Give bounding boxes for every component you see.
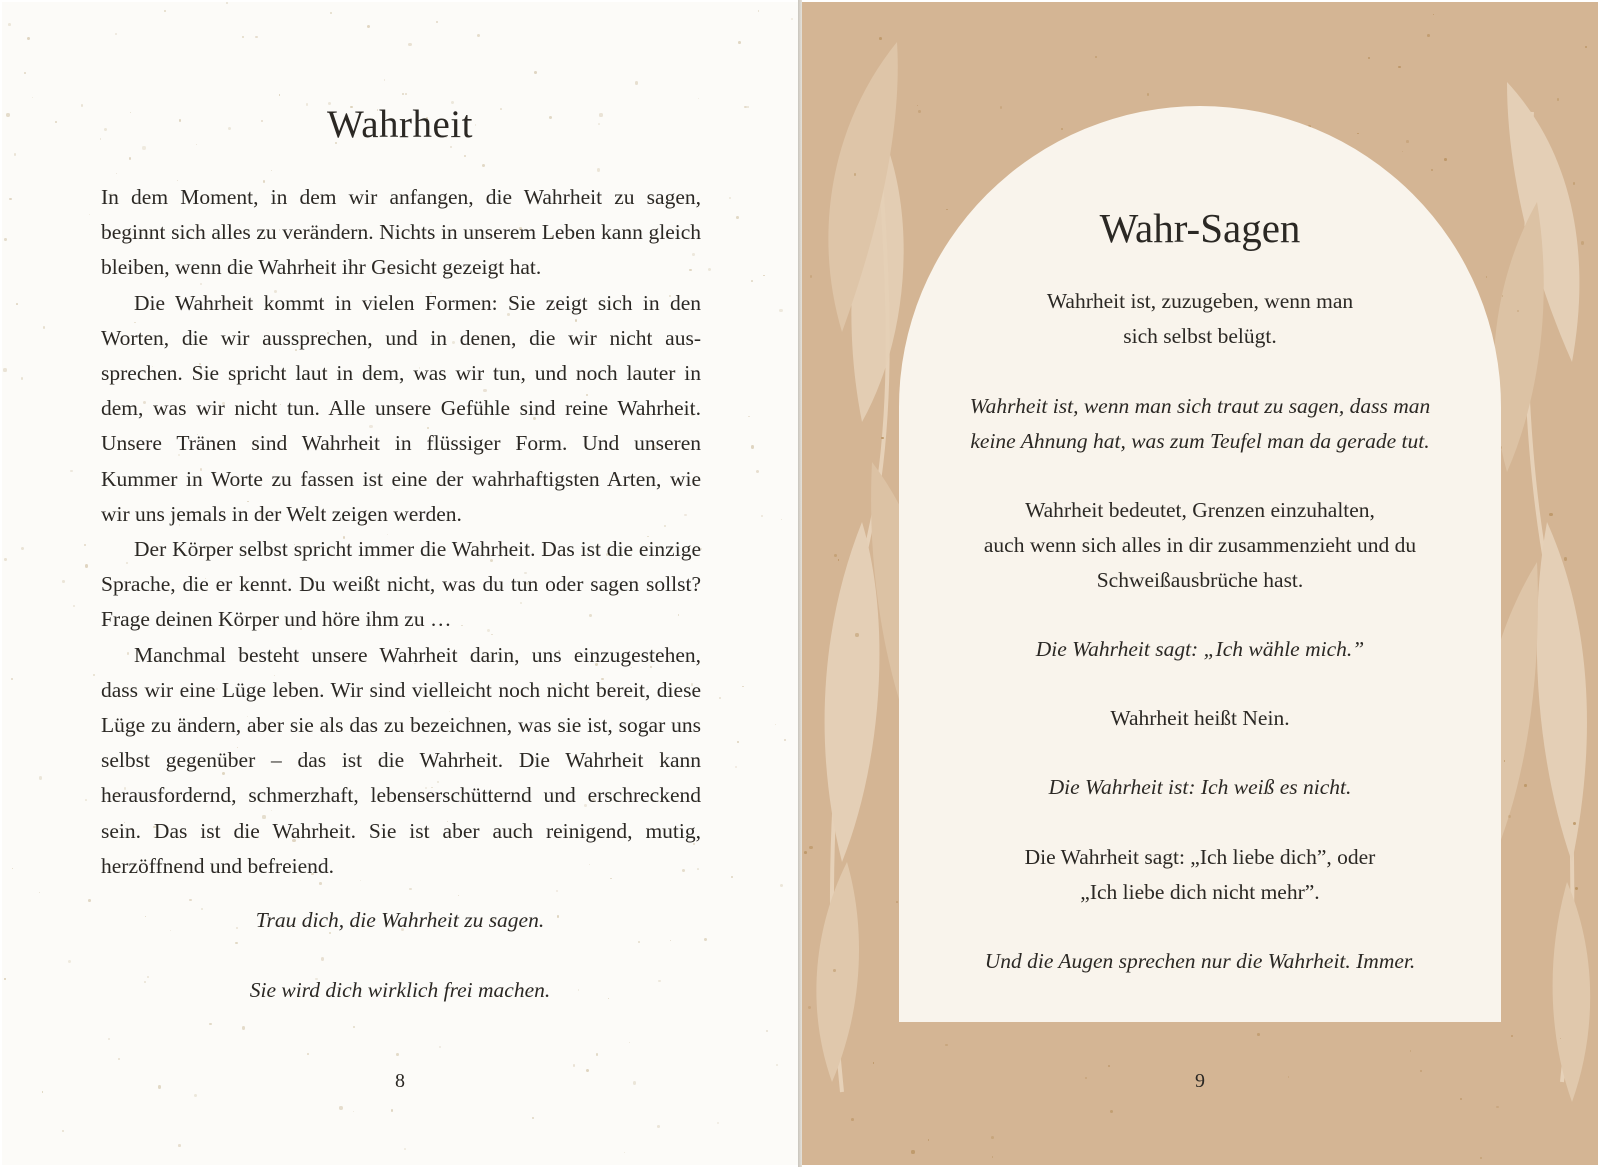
- speckle-dot: [1402, 151, 1403, 152]
- speckle-dot: [396, 1053, 399, 1056]
- speckle-dot: [89, 214, 90, 215]
- text-line: Wahrheit bedeutet, Grenzen einzuhalten,: [1025, 498, 1375, 522]
- speckle-dot: [11, 678, 13, 680]
- speckle-dot: [21, 547, 24, 550]
- speckle-dot: [738, 41, 741, 44]
- speckle-dot: [367, 25, 370, 28]
- speckle-dot: [24, 72, 26, 74]
- speckle-dot: [402, 93, 404, 95]
- speckle-dot: [436, 21, 438, 23]
- paragraph: Die Wahrheit kommt in vielen Formen: Sie zeigt sich in den Worten, die wir aussprechen, und in denen, die wir nicht aussprechen. Sie spricht laut in dem, was wir tun, und noch lauter in dem, was wir nicht tun. Alle unsere Gefühle sind reine Wahrheit. Unsere Tränen sind Wahrheit in flüssiger Form. Und unseren Kummer in Worte zu fassen ist eine der wahrhaftigsten Arten, wie wir uns jemals in der Welt zeigen werden.: [101, 290, 701, 526]
- speckle-dot: [93, 674, 95, 676]
- speckle-dot: [776, 1064, 778, 1066]
- speckle-dot: [307, 1053, 309, 1055]
- speckle-dot: [1433, 14, 1434, 15]
- speckle-dot: [209, 1023, 211, 1025]
- speckle-dot: [784, 739, 786, 741]
- speckle-dot: [751, 280, 753, 282]
- speckle-dot: [708, 268, 711, 271]
- speckle-dot: [39, 776, 42, 779]
- speckle-dot: [70, 470, 73, 473]
- speckle-dot: [532, 1117, 534, 1119]
- speckle-dot: [1524, 784, 1526, 786]
- speckle-dot: [670, 940, 671, 941]
- speckle-dot: [39, 892, 41, 894]
- speckle-dot: [409, 888, 411, 890]
- italic-line: Wahrheit ist, wenn man sich traut zu sagen, dass man: [969, 394, 1431, 418]
- body-text: [101, 180, 701, 884]
- speckle-dot: [781, 519, 782, 520]
- speckle-dot: [408, 43, 411, 46]
- speckle-dot: [14, 153, 17, 156]
- speckle-dot: [597, 168, 600, 171]
- speckle-dot: [321, 957, 324, 960]
- speckle-dot: [108, 1038, 110, 1040]
- speckle-dot: [804, 851, 807, 854]
- speckle-dot: [873, 1062, 874, 1063]
- speckle-dot: [779, 309, 782, 312]
- speckle-dot: [855, 633, 858, 636]
- closing-line: Trau dich, die Wahrheit zu sagen.: [255, 908, 545, 932]
- speckle-dot: [255, 36, 258, 39]
- speckle-dot: [1496, 1106, 1498, 1108]
- speckle-dot: [330, 12, 332, 14]
- speckle-dot: [1410, 1050, 1412, 1052]
- speckle-dot: [834, 554, 837, 557]
- speckle-dot: [748, 416, 750, 418]
- speckle-dot: [809, 846, 812, 849]
- speckle-dot: [945, 1044, 947, 1046]
- speckle-dot: [1581, 241, 1584, 244]
- speckle-dot: [911, 1150, 914, 1153]
- speckle-dot: [1398, 66, 1400, 68]
- speckle-dot: [43, 326, 45, 328]
- speckle-dot: [736, 216, 739, 219]
- speckle-dot: [1257, 1033, 1260, 1036]
- speckle-dot: [698, 98, 699, 99]
- speckle-dot: [751, 445, 754, 448]
- speckle-dot: [1486, 276, 1488, 278]
- speckle-dot: [271, 170, 272, 171]
- left-page: [2, 2, 798, 1165]
- speckle-dot: [226, 2, 228, 4]
- speckle-dot: [16, 303, 18, 305]
- speckle-dot: [763, 275, 764, 276]
- speckle-dot: [638, 941, 640, 943]
- speckle-dot: [439, 1046, 441, 1048]
- speckle-dot: [833, 969, 836, 972]
- speckle-dot: [775, 724, 776, 725]
- speckle-dot: [62, 1130, 64, 1132]
- text-line: Wahrheit ist, zuzugeben, wenn man: [1046, 289, 1354, 313]
- speckle-dot: [9, 198, 11, 200]
- speckle-dot: [189, 899, 192, 902]
- speckle-dot: [116, 173, 117, 174]
- speckle-dot: [1560, 1038, 1561, 1039]
- speckle-dot: [758, 10, 760, 12]
- speckle-dot: [624, 1152, 625, 1153]
- text-line: „Ich liebe dich nicht mehr”.: [1080, 880, 1320, 904]
- speckle-dot: [8, 23, 11, 26]
- speckle-dot: [85, 799, 87, 801]
- speckle-dot: [482, 164, 485, 167]
- page-number: 8: [395, 1070, 405, 1092]
- speckle-dot: [339, 1106, 342, 1109]
- text-line: Die Wahrheit sagt: „Ich liebe dich”, oder: [1024, 845, 1376, 869]
- italic-line: Die Wahrheit sagt: „Ich wähle mich.”: [1035, 637, 1365, 661]
- right-page: [802, 2, 1598, 1165]
- text-line: Wahrheit heißt Nein.: [1110, 706, 1290, 730]
- speckle-dot: [731, 876, 733, 878]
- speckle-dot: [73, 605, 75, 607]
- text-line: auch wenn sich alles in dir zusammenzieht und du: [983, 533, 1417, 557]
- speckle-dot: [464, 155, 466, 157]
- speckle-dot: [62, 580, 65, 583]
- speckle-dot: [1511, 1035, 1513, 1037]
- speckle-dot: [353, 1026, 355, 1028]
- speckle-dot: [178, 1144, 181, 1147]
- speckle-dot: [596, 1053, 598, 1055]
- speckle-dot: [756, 470, 759, 473]
- speckle-dot: [21, 377, 23, 379]
- page-number: 9: [1195, 1070, 1205, 1092]
- speckle-dot: [384, 79, 386, 81]
- speckle-dot: [918, 110, 921, 113]
- speckle-dot: [458, 895, 459, 896]
- arch-panel: [899, 106, 1501, 1022]
- speckle-dot: [391, 1109, 394, 1112]
- speckle-dot: [879, 37, 882, 40]
- italic-line: keine Ahnung hat, was zum Teufel man da gerade tut.: [970, 429, 1430, 453]
- speckle-dot: [719, 697, 721, 699]
- speckle-dot: [353, 1111, 354, 1112]
- speckle-dot: [657, 1125, 660, 1128]
- speckle-dot: [717, 1122, 719, 1124]
- speckle-dot: [405, 93, 407, 95]
- italic-line: Und die Augen sprechen nur die Wahrheit. Immer.: [984, 949, 1416, 973]
- paragraph: Der Körper selbst spricht immer die Wahrheit. Das ist die einzige Sprache, die er kennt. Du weißt nicht, was du tun oder sagen sollst? Frage deinen Körper und höre ihm zu …: [101, 537, 701, 632]
- speckle-dot: [704, 938, 707, 941]
- speckle-dot: [1573, 822, 1576, 825]
- page-title: Wahr-Sagen: [1099, 205, 1301, 251]
- speckle-dot: [629, 1042, 630, 1043]
- speckle-dot: [635, 81, 638, 84]
- speckle-dot: [12, 868, 13, 869]
- speckle-dot: [235, 942, 237, 944]
- speckle-dot: [4, 558, 7, 561]
- text-line: sich selbst belügt.: [1123, 324, 1277, 348]
- speckle-dot: [88, 899, 91, 902]
- speckle-dot: [896, 901, 898, 903]
- speckle-dot: [766, 1030, 768, 1032]
- speckle-dot: [854, 173, 856, 175]
- speckle-dot: [118, 1058, 121, 1061]
- speckle-dot: [194, 1094, 197, 1097]
- speckle-dot: [4, 238, 7, 241]
- italic-line: Die Wahrheit ist: Ich weiß es nicht.: [1048, 775, 1352, 799]
- paragraph: Manchmal besteht unsere Wahrheit darin, uns einzugestehen, dass wir eine Lüge leben. Wir sind vielleicht noch nicht bereit, diese Lüge zu ändern, aber sie als das zu bezeichnen, was sie ist, sogar uns selbst gegenüber – das ist die Wahrheit. Die Wahrheit kann herausfordernd, schmerzhaft, lebenserschütternd und erschreckend sein. Das ist die Wahrheit. Sie ist aber auch reinigend, mutig, herzöffnend und befreiend.: [101, 642, 701, 878]
- speckle-dot: [27, 37, 30, 40]
- speckle-dot: [164, 10, 166, 12]
- speckle-dot: [556, 890, 558, 892]
- speckle-dot: [742, 686, 744, 688]
- speckle-dot: [242, 36, 243, 37]
- speckle-dot: [3, 368, 6, 371]
- speckle-dot: [573, 1064, 576, 1067]
- speckle-dot: [242, 1026, 245, 1029]
- speckle-dot: [115, 33, 118, 36]
- speckle-dot: [32, 97, 33, 98]
- speckle-dot: [85, 564, 88, 567]
- speckle-dot: [1406, 140, 1409, 143]
- speckle-dot: [129, 157, 132, 160]
- speckle-dot: [735, 766, 737, 768]
- speckle-dot: [729, 197, 731, 199]
- speckle-dot: [279, 94, 281, 96]
- closing-line: Sie wird dich wirklich frei machen.: [249, 978, 551, 1002]
- paragraph: In dem Moment, in dem wir anfangen, die Wahrheit zu sagen, beginnt sich alles zu verändern. Nichts in unserem Leben kann gleich bleiben, wenn die Wahrheit ihr Gesicht gezeigt hat.: [101, 185, 701, 280]
- speckle-dot: [534, 71, 537, 74]
- speckle-dot: [791, 18, 793, 20]
- speckle-dot: [404, 1148, 406, 1150]
- speckle-dot: [761, 515, 763, 517]
- speckle-dot: [477, 34, 480, 37]
- speckle-dot: [68, 960, 71, 963]
- page-title: Wahrheit: [327, 103, 473, 146]
- speckle-dot: [84, 544, 86, 546]
- speckle-dot: [737, 741, 739, 743]
- speckle-dot: [780, 884, 783, 887]
- text-line: Schweißausbrüche hast.: [1096, 568, 1304, 592]
- speckle-dot: [1549, 513, 1552, 516]
